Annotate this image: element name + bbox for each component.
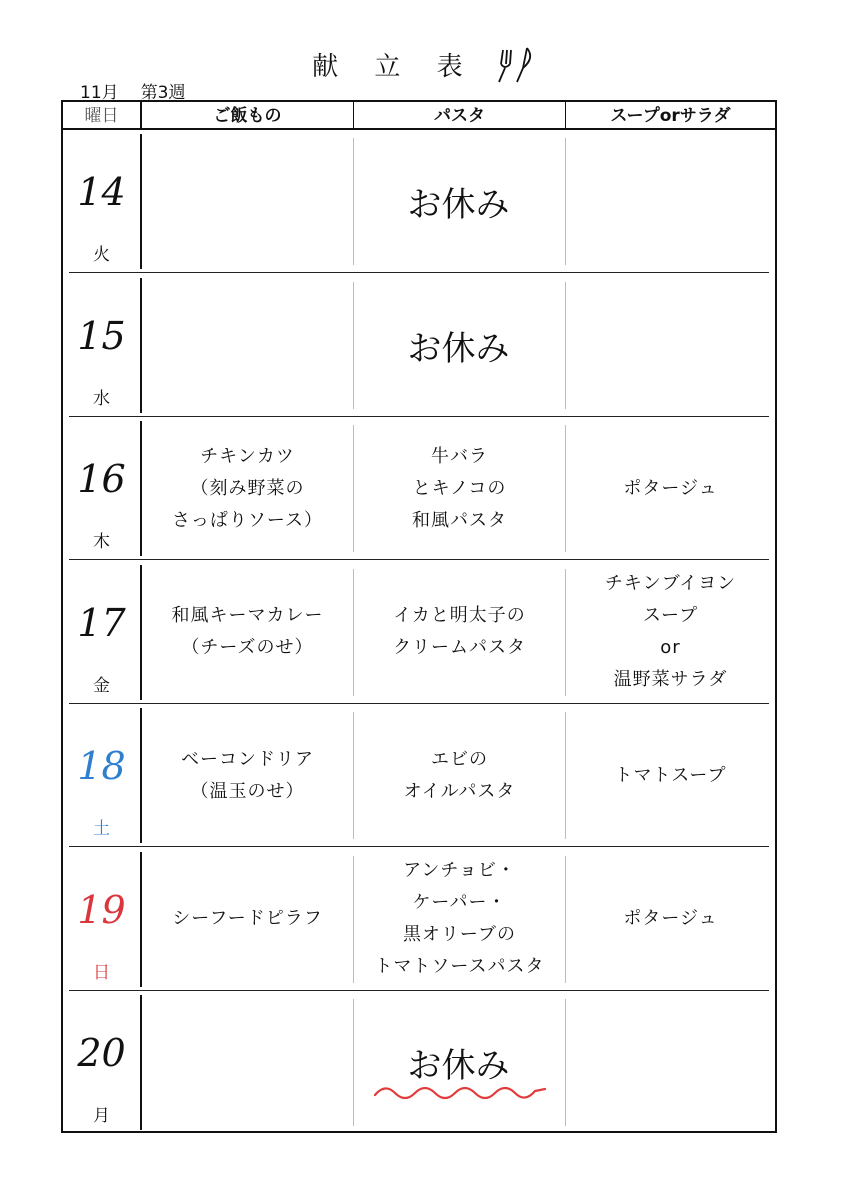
rice-dish: チキンカツ （刻み野菜の さっぱりソース）: [171, 445, 324, 531]
table-row: [63, 130, 775, 273]
closed-label: お休み: [407, 328, 510, 369]
header-day: 曜日: [63, 102, 142, 128]
red-wave-underline: [373, 1079, 548, 1103]
table-row: [63, 274, 775, 417]
table-row: [63, 848, 775, 991]
rice-dish: ベーコンドリア （温玉のせ）: [181, 748, 314, 802]
pasta-dish: イカと明太子の クリームパスタ: [393, 605, 526, 658]
weekday-label: 日: [93, 962, 110, 983]
soup-salad-dish: ポタージュ: [623, 477, 718, 499]
pasta-dish: 牛バラ とキノコの 和風パスタ: [412, 445, 507, 531]
pasta-dish: アンチョビ・ ケーパー・ 黒オリーブの トマトソースパスタ: [374, 860, 545, 977]
weekday-label: 月: [93, 1106, 110, 1126]
pasta-dish: エビの オイルパスタ: [403, 748, 516, 802]
date-number: 18: [77, 744, 126, 788]
month-label: 11月: [80, 83, 119, 103]
table-header: [63, 102, 775, 130]
header-rice: ご飯もの: [142, 102, 354, 128]
date-number: 15: [77, 313, 126, 358]
menu-table: [61, 100, 777, 1133]
soup-salad-dish: トマトスープ: [614, 764, 727, 786]
date-number: 14: [77, 170, 126, 214]
weekday-label: 木: [93, 532, 110, 552]
fork-knife-icon: [493, 44, 537, 91]
table-row: [63, 417, 775, 560]
closed-label: お休み: [407, 185, 510, 225]
table-row: [63, 704, 775, 847]
date-number: 19: [77, 887, 126, 932]
weekday-label: 土: [93, 819, 110, 839]
soup-salad-dish: ポタージュ: [623, 908, 718, 929]
weekday-label: 金: [93, 675, 110, 696]
closed-label: お休み: [407, 1046, 510, 1086]
date-number: 20: [77, 1031, 126, 1075]
weekday-label: 火: [93, 245, 110, 265]
title-text: 献 立 表: [312, 52, 477, 82]
header-pasta: パスタ: [354, 102, 566, 128]
soup-salad-dish: チキンブイヨン スープ or 温野菜サラダ: [604, 573, 737, 690]
week-number: 第3週: [140, 83, 186, 103]
date-number: 17: [77, 600, 126, 645]
table-row: [63, 561, 775, 704]
weekday-label: 水: [93, 388, 110, 409]
table-row: [63, 991, 775, 1134]
rice-dish: 和風キーマカレー （チーズのせ）: [171, 605, 324, 658]
rice-dish: シーフードピラフ: [172, 908, 323, 929]
date-number: 16: [77, 457, 126, 501]
header-soup-salad: スープorサラダ: [610, 106, 731, 126]
